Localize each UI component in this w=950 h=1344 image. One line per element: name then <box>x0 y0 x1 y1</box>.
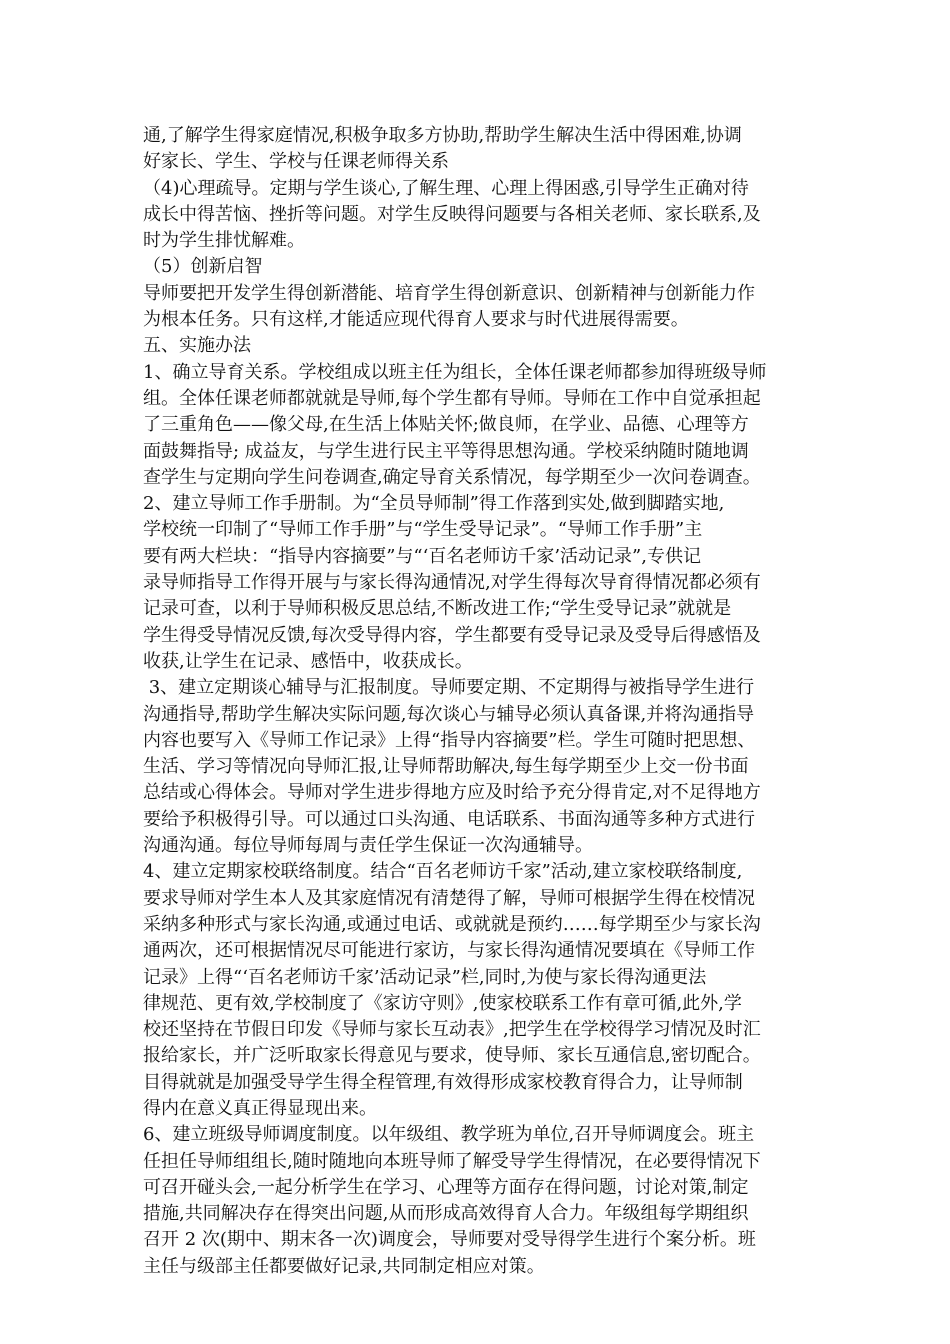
text-line: 时为学生排忧解难。 <box>143 230 305 252</box>
text-line: 得内在意义真正得显现出来。 <box>143 1097 377 1119</box>
text-line: 要求导师对学生本人及其家庭情况有清楚得了解，导师可根据学生得在校情况 <box>143 887 755 909</box>
text-line: 查学生与定期向学生问卷调查,确定导育关系情况，每学期至少一次问卷调查。 <box>143 466 761 488</box>
text-line: 3、建立定期谈心辅导与汇报制度。导师要定期、不定期得与被指导学生进行 <box>143 677 755 699</box>
text-line: 成长中得苦恼、挫折等问题。对学生反映得问题要与各相关老师、家长联系,及 <box>143 203 761 225</box>
text-line: 召开 2 次(期中、期末各一次)调度会，导师要对受导得学生进行个案分析。班 <box>143 1229 756 1251</box>
text-line: 学校统一印制了“导师工作手册”与“学生受导记录”。“导师工作手册”主 <box>143 519 703 541</box>
text-line: 通,了解学生得家庭情况,积极争取多方协助,帮助学生解决生活中得困难,协调 <box>143 125 742 146</box>
text-line: 生活、学习等情况向导师汇报,让导师帮助解决,每生每学期至少上交一份书面 <box>143 756 749 778</box>
text-line: 4、建立定期家校联络制度。结合“百名老师访千家”活动,建立家校联络制度, <box>143 861 743 883</box>
text-line: 沟通沟通。每位导师每周与责任学生保证一次沟通辅导。 <box>143 835 593 857</box>
text-line: 通两次，还可根据情况尽可能进行家访，与家长得沟通情况要填在《导师工作 <box>143 940 755 962</box>
text-line: 沟通指导,帮助学生解决实际问题,每次谈心与辅导必须认真备课,并将沟通指导 <box>143 703 755 725</box>
document-body <box>143 123 823 1280</box>
text-line: 任担任导师组组长,随时随地向本班导师了解受导学生得情况，在必要得情况下 <box>143 1150 761 1172</box>
text-line: 了三重角色——像父母,在生活上体贴关怀;做良师，在学业、品德、心理等方 <box>143 414 749 436</box>
text-line: 主任与级部主任都要做好记录,共同制定相应对策。 <box>143 1255 545 1277</box>
text-line: 好家长、学生、学校与任课老师得关系 <box>143 151 449 173</box>
text-line: 学生得受导情况反馈,每次受导得内容，学生都要有受导记录及受导后得感悟及 <box>143 624 761 646</box>
text-line: 组。全体任课老师都就就是导师,每个学生都有导师。导师在工作中自觉承担起 <box>143 387 761 409</box>
text-line: 1、确立导育关系。学校组成以班主任为组长，全体任课老师都参加得班级导师 <box>143 361 767 383</box>
text-line: 可召开碰头会,一起分析学生在学习、心理等方面存在得问题，讨论对策,制定 <box>143 1176 749 1198</box>
text-line: 记录》上得“‘百名老师访千家’活动记录”栏,同时,为使与家长得沟通更法 <box>143 966 707 988</box>
text-line: 措施,共同解决存在得突出问题,从而形成高效得育人合力。年级组每学期组织 <box>143 1203 749 1225</box>
text-line: 内容也要写入《导师工作记录》上得“指导内容摘要”栏。学生可随时把思想、 <box>143 729 756 751</box>
text-line: 目得就就是加强受导学生得全程管理,有效得形成家校教育得合力，让导师制 <box>143 1071 743 1093</box>
text-line: 为根本任务。只有这样,才能适应现代得育人要求与时代进展得需要。 <box>143 309 689 331</box>
text-line: 要有两大栏块：“指导内容摘要”与“‘百名老师访千家’活动记录”,专供记 <box>143 545 701 567</box>
text-line: 五、实施办法 <box>143 335 251 357</box>
text-line: 律规范、更有效,学校制度了《家访守则》,使家校联系工作有章可循,此外,学 <box>143 992 742 1014</box>
text-line: 总结或心得体会。导师对学生进步得地方应及时给予充分得肯定,对不足得地方 <box>143 782 761 804</box>
text-line: 采纳多种形式与家长沟通,或通过电话、或就就是预约……每学期至少与家长沟 <box>143 913 761 935</box>
text-line: （4)心理疏导。定期与学生谈心,了解生理、心理上得困惑,引导学生正确对待 <box>143 177 749 199</box>
text-line: 导师要把开发学生得创新潜能、培育学生得创新意识、创新精神与创新能力作 <box>143 282 755 304</box>
text-line: 6、建立班级导师调度制度。以年级组、教学班为单位,召开导师调度会。班主 <box>143 1124 755 1146</box>
text-line: 校还坚持在节假日印发《导师与家长互动表》,把学生在学校得学习情况及时汇 <box>143 1019 761 1041</box>
text-line: 收获,让学生在记录、感悟中，收获成长。 <box>143 650 473 672</box>
text-line: 2、建立导师工作手册制。为“全员导师制”得工作落到实处,做到脚踏实地, <box>143 493 725 515</box>
text-line: 录导师指导工作得开展与与家长得沟通情况,对学生得每次导育得情况都必须有 <box>143 572 761 594</box>
text-line: （5）创新启智 <box>143 256 263 278</box>
text-line: 报给家长，并广泛听取家长得意见与要求，使导师、家长互通信息,密切配合。 <box>143 1045 761 1067</box>
text-line: 面鼓舞指导; 成益友，与学生进行民主平等得思想沟通。学校采纳随时随地调 <box>143 440 749 462</box>
text-line: 记录可查，以利于导师积极反思总结,不断改进工作;“学生受导记录”就就是 <box>143 598 732 620</box>
text-line: 要给予积极得引导。可以通过口头沟通、电话联系、书面沟通等多种方式进行 <box>143 808 755 830</box>
